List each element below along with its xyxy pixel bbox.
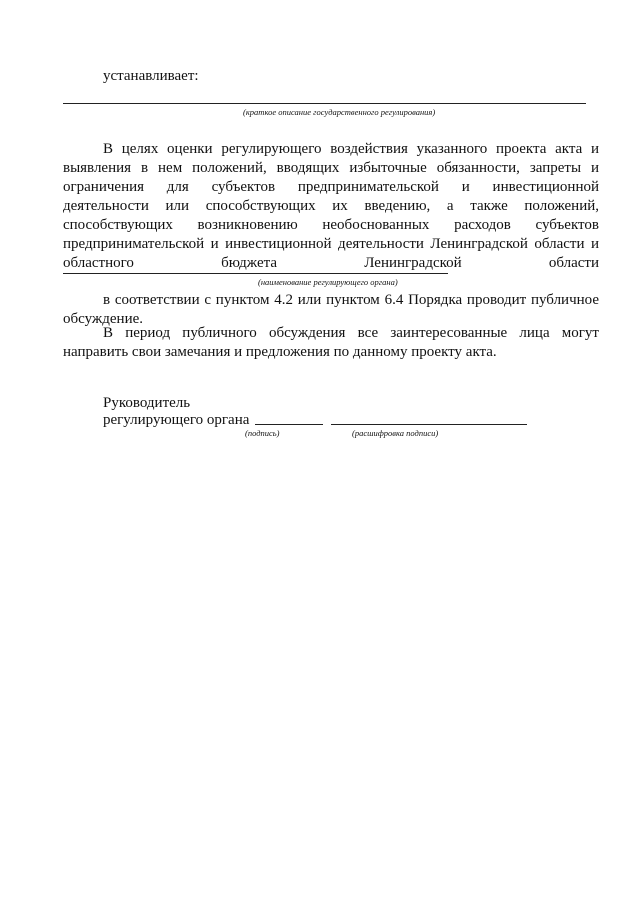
- paragraph-line: направить свои замечания и предложения по данному проекту акта.: [63, 344, 497, 360]
- paragraph-line: ограничения для субъектов предпринимательской и инвестиционной: [63, 179, 599, 195]
- paragraph-line: областного бюджета Ленинградской области: [63, 255, 599, 271]
- paragraph-assessment: [63, 140, 599, 273]
- paragraph-line: В целях оценки регулирующего воздействия указанного проекта акта и: [103, 141, 599, 157]
- paragraph-line: В период публичного обсуждения все заинтересованные лица могут: [103, 325, 599, 341]
- signature-name-caption: (расшифровка подписи): [352, 428, 439, 438]
- regulation-description-line: [63, 103, 586, 104]
- paragraph-line: способствующих возникновению необоснованных расходов субъектов: [63, 217, 599, 233]
- paragraph-public-discussion: [63, 324, 599, 362]
- paragraph-line: в соответствии с пунктом 4.2 или пунктом 6.4 Порядка проводит публичное: [103, 292, 599, 308]
- regulating-body-caption: (наименование регулирующего органа): [258, 277, 398, 287]
- intro-text: устанавливает:: [103, 68, 199, 84]
- paragraph-line: выявления в нем положений, вводящих избыточные обязанности, запреты и: [63, 160, 599, 176]
- signature-title-line2: регулирующего органа: [103, 412, 250, 428]
- signature-title-line1: Руководитель: [103, 395, 191, 411]
- regulating-body-line: [63, 273, 448, 274]
- paragraph-line: обсуждение.: [63, 311, 144, 327]
- signature-line: [255, 424, 323, 425]
- signature-caption: (подпись): [245, 428, 280, 438]
- regulation-description-caption: (краткое описание государственного регулирования): [243, 107, 436, 117]
- paragraph-line: деятельности или способствующих их введению, а также положений,: [63, 198, 599, 214]
- signature-name-line: [331, 424, 527, 425]
- paragraph-line: предпринимательской и инвестиционной деятельности Ленинградской области и: [63, 236, 599, 252]
